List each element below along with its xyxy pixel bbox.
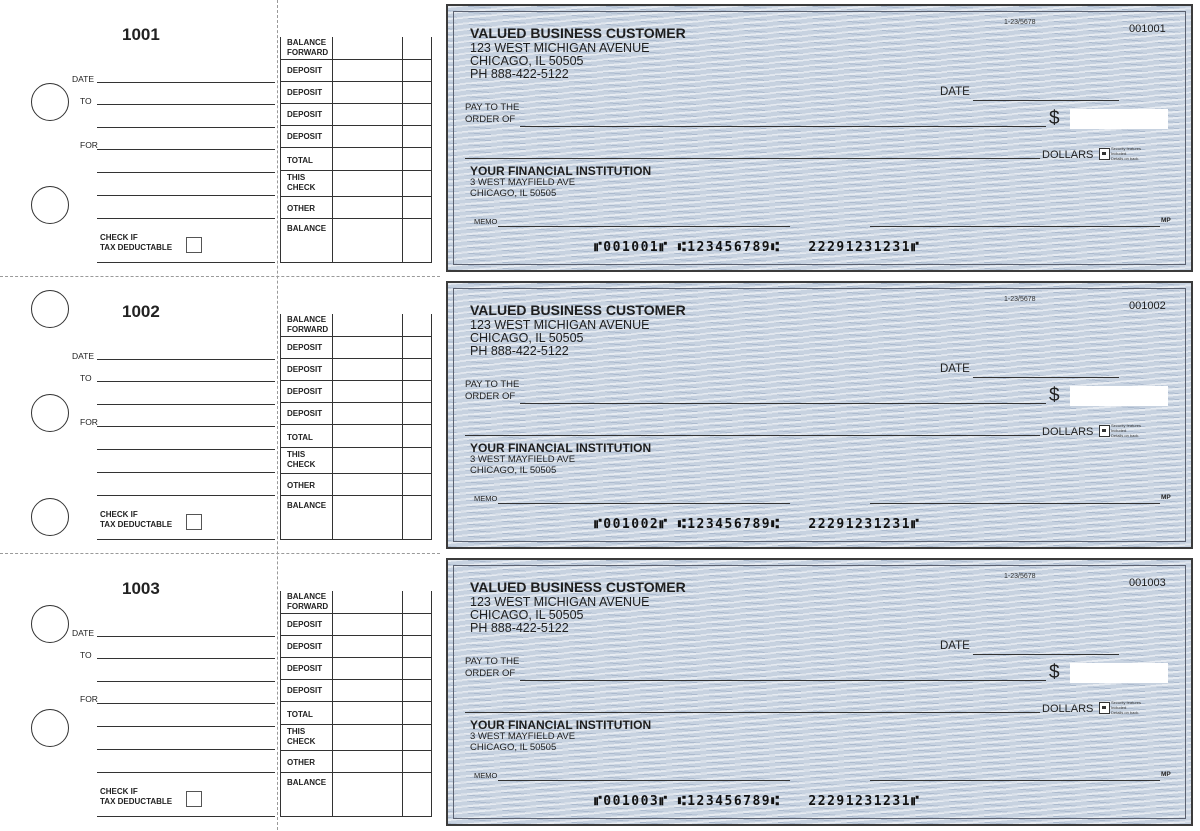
date-label: DATE (940, 363, 970, 375)
binder-hole (31, 605, 69, 643)
tax-deductible-checkbox[interactable] (186, 237, 202, 253)
register-row-deposit[interactable] (280, 635, 432, 658)
dollar-sign: $ (1049, 385, 1060, 406)
micr-routing-number: ⑆123456789⑆ (677, 794, 781, 809)
register-label: BALANCE (287, 778, 327, 787)
bank-address-2: CHICAGO, IL 50505 (470, 188, 557, 199)
register-row-deposit[interactable] (280, 657, 432, 680)
register-label: DEPOSIT (287, 343, 323, 352)
customer-address-2: CHICAGO, IL 50505 (470, 608, 584, 622)
memo-label: MEMO (474, 494, 498, 503)
register-label: BALANCE (287, 38, 327, 47)
check-number: 001002 (1129, 300, 1166, 312)
security-note (1111, 423, 1141, 438)
register-label: BALANCE (287, 315, 327, 324)
security-note-text: Security features (1111, 423, 1142, 428)
dollar-sign: $ (1049, 662, 1060, 683)
register-label: DEPOSIT (287, 409, 323, 418)
memo-line[interactable] (498, 503, 790, 504)
tax-deductible-label (100, 510, 172, 530)
dollars-label: DOLLARS (1042, 149, 1094, 161)
order-of-text: ORDER OF (465, 668, 516, 679)
date-label: DATE (940, 86, 970, 98)
micr-check-number: ⑈001002⑈ (594, 517, 669, 532)
stub-date-label: DATE (72, 74, 95, 84)
binder-hole (31, 498, 69, 536)
payee-label (465, 379, 519, 403)
stub-for-label: FOR (80, 694, 98, 704)
stub-for-label: FOR (80, 140, 98, 150)
stub-perforation-vertical (277, 0, 278, 830)
check-stub (0, 0, 277, 277)
amount-words-line[interactable] (465, 158, 1040, 159)
register-row-other[interactable] (280, 196, 432, 219)
check-stub (0, 277, 277, 554)
security-note (1111, 146, 1141, 161)
stub-date-line[interactable] (97, 82, 275, 83)
register-row-deposit[interactable] (280, 402, 432, 425)
micr-check-number: ⑈001003⑈ (594, 794, 669, 809)
register-row-this-check[interactable] (280, 170, 432, 197)
tax-deductible-label (100, 233, 172, 253)
stub-for-line[interactable] (97, 218, 275, 219)
date-line[interactable] (973, 654, 1119, 655)
check-stub (0, 554, 277, 831)
stub-to-label: TO (80, 650, 92, 660)
stub-to-line[interactable] (97, 381, 275, 382)
amount-box[interactable] (1070, 386, 1168, 406)
check (446, 4, 1193, 272)
register-label: BALANCE (287, 224, 327, 233)
register-row-deposit[interactable] (280, 613, 432, 636)
register-row-deposit[interactable] (280, 380, 432, 403)
customer-phone: PH 888-422-5122 (470, 67, 569, 81)
stub-for-line[interactable] (97, 449, 275, 450)
signature-line[interactable] (870, 780, 1160, 781)
register-row-other[interactable] (280, 473, 432, 496)
micr-line (594, 794, 920, 809)
tax-deductible-label (100, 787, 172, 807)
bank-address-2: CHICAGO, IL 50505 (470, 465, 557, 476)
check-if-text: CHECK IF (100, 787, 138, 796)
register-row-balance-forward[interactable] (280, 37, 432, 60)
register-label: THIS (287, 173, 306, 182)
register-label: DEPOSIT (287, 620, 323, 629)
security-note-text: Details on back. (1111, 156, 1140, 161)
register-row-this-check[interactable] (280, 724, 432, 751)
register-row-this-check[interactable] (280, 447, 432, 474)
check-register (280, 37, 432, 262)
padlock-icon (1099, 148, 1110, 160)
check-if-text: CHECK IF (100, 510, 138, 519)
date-line[interactable] (973, 100, 1119, 101)
security-note (1111, 700, 1141, 715)
stub-for-line[interactable] (97, 749, 275, 750)
register-label: DEPOSIT (287, 110, 323, 119)
register-row-balance[interactable] (280, 218, 432, 263)
stub-for-line[interactable] (97, 172, 275, 173)
register-label: DEPOSIT (287, 387, 323, 396)
routing-fraction: 1-23/5678 (1004, 573, 1036, 580)
check (446, 558, 1193, 826)
routing-fraction: 1-23/5678 (1004, 296, 1036, 303)
stub-for-label: FOR (80, 417, 98, 427)
register-row-deposit[interactable] (280, 358, 432, 381)
mp-mark: MP (1161, 771, 1171, 778)
binder-hole (31, 290, 69, 328)
stub-for-line[interactable] (97, 149, 275, 150)
signature-line[interactable] (870, 226, 1160, 227)
bank-address-1: 3 WEST MAYFIELD AVE (470, 177, 576, 188)
check-number: 001003 (1129, 577, 1166, 589)
memo-line[interactable] (498, 226, 790, 227)
micr-routing-number: ⑆123456789⑆ (677, 517, 781, 532)
order-of-text: ORDER OF (465, 114, 516, 125)
bank-address-1: 3 WEST MAYFIELD AVE (470, 731, 576, 742)
customer-phone: PH 888-422-5122 (470, 344, 569, 358)
date-label: DATE (940, 640, 970, 652)
register-row-deposit[interactable] (280, 679, 432, 702)
binder-hole (31, 394, 69, 432)
register-row-total[interactable] (280, 147, 432, 171)
register-label: OTHER (287, 204, 315, 213)
customer-phone: PH 888-422-5122 (470, 621, 569, 635)
register-label: CHECK (287, 183, 316, 192)
binder-hole (31, 186, 69, 224)
register-label: FORWARD (287, 325, 329, 334)
stub-for-line[interactable] (97, 426, 275, 427)
check (446, 281, 1193, 549)
payee-label (465, 656, 519, 680)
memo-label: MEMO (474, 771, 498, 780)
amount-box[interactable] (1070, 663, 1168, 683)
tax-deductible-text: TAX DEDUCTABLE (100, 520, 173, 529)
register-label: THIS (287, 450, 306, 459)
amount-words-line[interactable] (465, 712, 1040, 713)
bank-name: YOUR FINANCIAL INSTITUTION (470, 718, 652, 732)
micr-account-number: 22291231231⑈ (808, 240, 921, 255)
binder-hole (31, 709, 69, 747)
stub-number: 1002 (122, 302, 160, 321)
routing-fraction: 1-23/5678 (1004, 19, 1036, 26)
payee-line[interactable] (520, 126, 1046, 127)
register-label: TOTAL (287, 710, 313, 719)
stub-number: 1003 (122, 579, 160, 598)
register-label: DEPOSIT (287, 664, 323, 673)
padlock-icon (1099, 425, 1110, 437)
tax-deductible-text: TAX DEDUCTABLE (100, 243, 173, 252)
register-label: CHECK (287, 460, 316, 469)
customer-address-2: CHICAGO, IL 50505 (470, 54, 584, 68)
register-row-balance[interactable] (280, 495, 432, 540)
payee-line[interactable] (520, 403, 1046, 404)
micr-check-number: ⑈001001⑈ (594, 240, 669, 255)
bank-name: YOUR FINANCIAL INSTITUTION (470, 441, 652, 455)
stub-to-line[interactable] (97, 104, 275, 105)
customer-name: VALUED BUSINESS CUSTOMER (470, 25, 686, 41)
register-row-deposit[interactable] (280, 59, 432, 82)
register-row-balance[interactable] (280, 772, 432, 817)
stub-bottom-line (97, 816, 275, 817)
register-label: DEPOSIT (287, 88, 323, 97)
security-note-text: Security features (1111, 146, 1142, 151)
security-note-text: Details on back. (1111, 433, 1140, 438)
payee-label (465, 102, 519, 126)
pay-to-the-text: PAY TO THE (465, 656, 520, 667)
signature-line[interactable] (870, 503, 1160, 504)
register-row-total[interactable] (280, 424, 432, 448)
register-label: CHECK (287, 737, 316, 746)
memo-line[interactable] (498, 780, 790, 781)
bank-address-2: CHICAGO, IL 50505 (470, 742, 557, 753)
register-label: OTHER (287, 758, 315, 767)
stub-to-line[interactable] (97, 404, 275, 405)
micr-routing-number: ⑆123456789⑆ (677, 240, 781, 255)
register-label: TOTAL (287, 433, 313, 442)
register-label: DEPOSIT (287, 132, 323, 141)
pay-to-the-text: PAY TO THE (465, 102, 520, 113)
stub-to-line[interactable] (97, 127, 275, 128)
stub-for-line[interactable] (97, 772, 275, 773)
tax-deductible-checkbox[interactable] (186, 514, 202, 530)
stub-for-line[interactable] (97, 703, 275, 704)
security-note-text: Included. (1111, 151, 1128, 156)
micr-account-number: 22291231231⑈ (808, 794, 921, 809)
register-label: TOTAL (287, 156, 313, 165)
dollar-sign: $ (1049, 108, 1060, 129)
register-row-deposit[interactable] (280, 125, 432, 148)
mp-mark: MP (1161, 217, 1171, 224)
stub-date-label: DATE (72, 628, 95, 638)
dollars-label: DOLLARS (1042, 703, 1094, 715)
date-line[interactable] (973, 377, 1119, 378)
stub-to-label: TO (80, 373, 92, 383)
register-row-total[interactable] (280, 701, 432, 725)
customer-name: VALUED BUSINESS CUSTOMER (470, 579, 686, 595)
security-note-text: Included. (1111, 705, 1128, 710)
register-label: FORWARD (287, 48, 329, 57)
mp-mark: MP (1161, 494, 1171, 501)
stub-to-label: TO (80, 96, 92, 106)
register-label: DEPOSIT (287, 686, 323, 695)
order-of-text: ORDER OF (465, 391, 516, 402)
payee-line[interactable] (520, 680, 1046, 681)
stub-for-line[interactable] (97, 472, 275, 473)
stub-date-line[interactable] (97, 636, 275, 637)
customer-address-1: 123 WEST MICHIGAN AVENUE (470, 41, 650, 55)
stub-bottom-line (97, 262, 275, 263)
memo-label: MEMO (474, 217, 498, 226)
register-row-balance-forward[interactable] (280, 314, 432, 337)
bank-address-1: 3 WEST MAYFIELD AVE (470, 454, 576, 465)
customer-name: VALUED BUSINESS CUSTOMER (470, 302, 686, 318)
stub-for-line[interactable] (97, 195, 275, 196)
register-row-other[interactable] (280, 750, 432, 773)
stub-to-line[interactable] (97, 658, 275, 659)
amount-box[interactable] (1070, 109, 1168, 129)
stub-bottom-line (97, 539, 275, 540)
pay-to-the-text: PAY TO THE (465, 379, 520, 390)
register-label: BALANCE (287, 592, 327, 601)
padlock-icon (1099, 702, 1110, 714)
stub-for-line[interactable] (97, 495, 275, 496)
stub-to-line[interactable] (97, 681, 275, 682)
customer-address-2: CHICAGO, IL 50505 (470, 331, 584, 345)
check-if-text: CHECK IF (100, 233, 138, 242)
tax-deductible-text: TAX DEDUCTABLE (100, 797, 173, 806)
register-label: BALANCE (287, 501, 327, 510)
check-register (280, 591, 432, 816)
customer-address-1: 123 WEST MICHIGAN AVENUE (470, 595, 650, 609)
register-row-deposit[interactable] (280, 81, 432, 104)
register-label: OTHER (287, 481, 315, 490)
register-label: DEPOSIT (287, 66, 323, 75)
micr-line (594, 517, 920, 532)
register-label: DEPOSIT (287, 365, 323, 374)
stub-date-line[interactable] (97, 359, 275, 360)
check-number: 001001 (1129, 23, 1166, 35)
stub-number: 1001 (122, 25, 160, 44)
register-label: DEPOSIT (287, 642, 323, 651)
micr-account-number: 22291231231⑈ (808, 517, 921, 532)
security-note-text: Details on back. (1111, 710, 1140, 715)
security-note-text: Security features (1111, 700, 1142, 705)
stub-date-label: DATE (72, 351, 95, 361)
dollars-label: DOLLARS (1042, 426, 1094, 438)
binder-hole (31, 83, 69, 121)
amount-words-line[interactable] (465, 435, 1040, 436)
check-register (280, 314, 432, 539)
bank-name: YOUR FINANCIAL INSTITUTION (470, 164, 652, 178)
security-note-text: Included. (1111, 428, 1128, 433)
tax-deductible-checkbox[interactable] (186, 791, 202, 807)
customer-address-1: 123 WEST MICHIGAN AVENUE (470, 318, 650, 332)
micr-line (594, 240, 920, 255)
register-row-deposit[interactable] (280, 103, 432, 126)
register-label: FORWARD (287, 602, 329, 611)
register-row-deposit[interactable] (280, 336, 432, 359)
stub-for-line[interactable] (97, 726, 275, 727)
register-row-balance-forward[interactable] (280, 591, 432, 614)
register-label: THIS (287, 727, 306, 736)
